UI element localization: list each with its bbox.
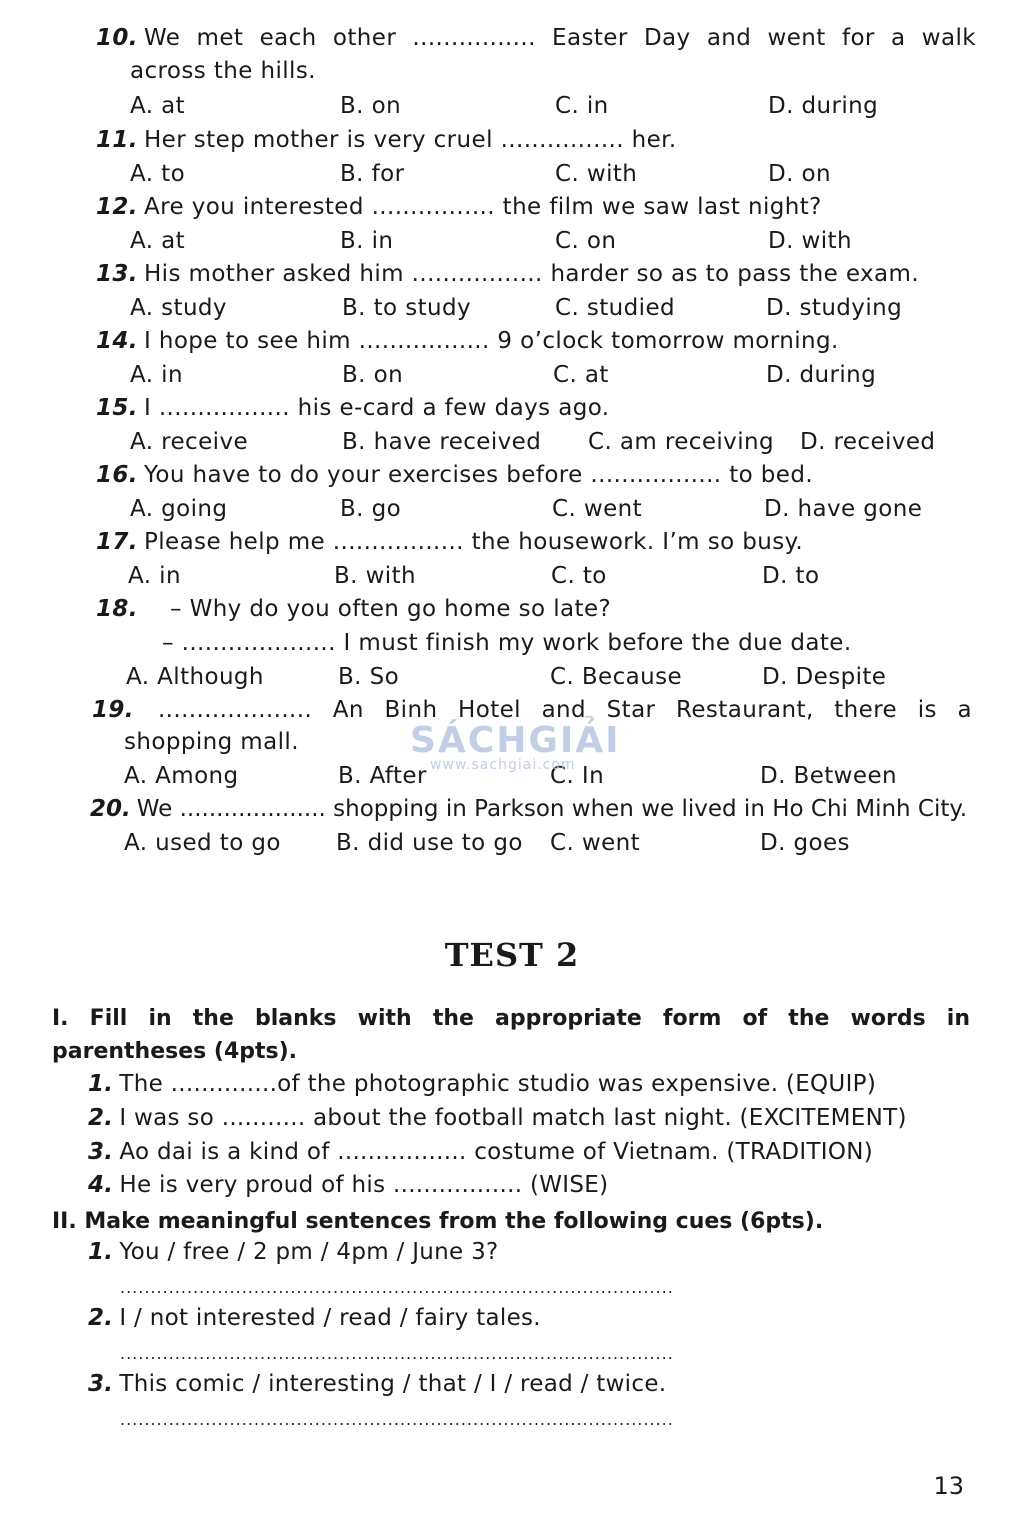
question-text: I ................. his e-card a few days ago. [143,395,610,421]
section-1-item-1 [88,1068,968,1101]
option-c: C. with [555,161,638,187]
option-b: B. After [338,763,427,789]
test-title: TEST 2 [444,936,580,974]
option-b: B. on [340,93,402,119]
question-number: 16. [96,462,138,488]
option-d: D. goes [760,830,850,856]
section-2-item-1 [88,1236,968,1269]
item-number: 2. [88,1305,114,1331]
option-a: A. at [130,228,186,254]
option-a: A. to [130,161,186,187]
question-text: I hope to see him ................. 9 o’clock tomorrow morning. [143,328,839,354]
question-number: 20. [90,796,131,822]
option-b: B. go [340,496,402,522]
item-number: 3. [88,1371,114,1397]
option-d: D. received [800,429,936,455]
question-text-continued: across the hills. [130,58,316,84]
question-number: 14. [96,328,138,354]
question-12 [96,191,976,224]
item-text: Ao dai is a kind of ................. costume of Vietnam. (TRADITION) [119,1139,874,1165]
option-c: C. am receiving [588,429,774,455]
page-number: 13 [933,1472,964,1500]
option-b: B. So [338,664,400,690]
question-text: His mother asked him ................. harder so as to pass the exam. [143,261,920,287]
option-d: D. studying [766,295,903,321]
section-2-heading: II. Make meaningful sentences from the following cues (6pts). [52,1209,824,1234]
answer-line-3: ........................................................................................... [120,1410,674,1429]
section-1-item-3 [88,1136,968,1169]
option-b: B. with [334,563,416,589]
option-c: C. went [552,496,643,522]
watermark-url: www.sachgiai.com [430,757,576,773]
question-number: 13. [96,261,138,287]
item-number: 4. [88,1172,114,1198]
option-d: D. to [762,563,820,589]
question-18 [96,593,976,626]
question-11 [96,124,976,157]
question-text: .................... An Binh Hotel and Star Restaurant, there is a [157,697,972,723]
option-c: C. in [555,93,609,119]
item-number: 1. [88,1071,114,1097]
question-number: 19. [92,697,134,723]
question-text: Please help me ................. the housework. I’m so busy. [143,529,804,555]
question-15 [96,392,976,425]
item-text: This comic / interesting / that / I / read / twice. [119,1371,667,1397]
question-number: 17. [96,529,138,555]
section-2-item-2 [88,1302,968,1335]
section-1-item-4 [88,1169,968,1202]
option-a: A. Although [126,664,264,690]
question-10 [96,22,976,55]
question-18-continued [162,627,962,660]
question-number: 11. [96,127,138,153]
question-17 [96,526,976,559]
question-10-continued [96,55,976,88]
section-1-heading: I. Fill in the blanks with the appropriate form of the words in parentheses (4pts). [52,1006,970,1064]
question-text: – Why do you often go home so late? [169,596,612,622]
option-a: A. used to go [124,830,281,856]
option-b: B. in [340,228,394,254]
option-c: C. on [555,228,617,254]
question-text-continued: – .................... I must finish my work before the due date. [162,630,852,656]
option-d: D. during [768,93,879,119]
option-b: B. have received [342,429,542,455]
question-number: 18. [96,596,138,622]
option-a: A. Among [124,763,239,789]
option-c: C. In [550,763,605,789]
option-a: A. in [130,362,183,388]
item-number: 3. [88,1139,114,1165]
item-number: 1. [88,1239,114,1265]
option-b: B. to study [342,295,471,321]
question-text: We met each other ................ Easter Day and went for a walk [143,25,976,51]
section-1-item-2 [88,1102,968,1135]
option-c: C. studied [555,295,675,321]
option-b: B. for [340,161,405,187]
option-d: D. during [766,362,877,388]
answer-line-2: ........................................................................................... [120,1344,674,1363]
question-14 [96,325,976,358]
option-a: A. receive [130,429,249,455]
question-text: You have to do your exercises before ................. to bed. [143,462,814,488]
option-c: C. Because [550,664,683,690]
question-20 [90,793,980,826]
option-d: D. with [768,228,852,254]
question-number: 10. [96,25,138,51]
option-b: B. on [342,362,404,388]
option-d: D. Between [760,763,897,789]
option-a: A. in [128,563,181,589]
item-text: You / free / 2 pm / 4pm / June 3? [119,1239,499,1265]
answer-line-1: ........................................................................................... [120,1278,674,1297]
question-text: We .................... shopping in Parkson when we lived in Ho Chi Minh City. [136,796,968,822]
item-number: 2. [88,1105,114,1131]
option-c: C. at [553,362,609,388]
item-text: The ..............of the photographic studio was expensive. (EQUIP) [119,1071,877,1097]
item-text: I was so ........... about the football match last night. (EXCITEMENT) [119,1105,907,1131]
section-2-item-3 [88,1368,968,1401]
option-d: D. Despite [762,664,887,690]
option-b: B. did use to go [336,830,523,856]
question-number: 12. [96,194,138,220]
option-c: C. went [550,830,641,856]
watermark-logo [410,720,621,773]
option-a: A. study [130,295,227,321]
option-d: D. on [768,161,831,187]
option-c: C. to [551,563,607,589]
question-text: Her step mother is very cruel ................ her. [143,127,677,153]
option-a: A. at [130,93,186,119]
question-number: 15. [96,395,138,421]
option-a: A. going [130,496,228,522]
watermark-main: SÁCHGIẢI [410,720,621,761]
question-text: Are you interested ................ the film we saw last night? [143,194,822,220]
question-text-continued: shopping mall. [124,729,299,755]
item-text: I / not interested / read / fairy tales. [119,1305,541,1331]
item-text: He is very proud of his ................. (WISE) [119,1172,609,1198]
question-13 [96,258,976,291]
question-16 [96,459,976,492]
option-d: D. have gone [764,496,923,522]
